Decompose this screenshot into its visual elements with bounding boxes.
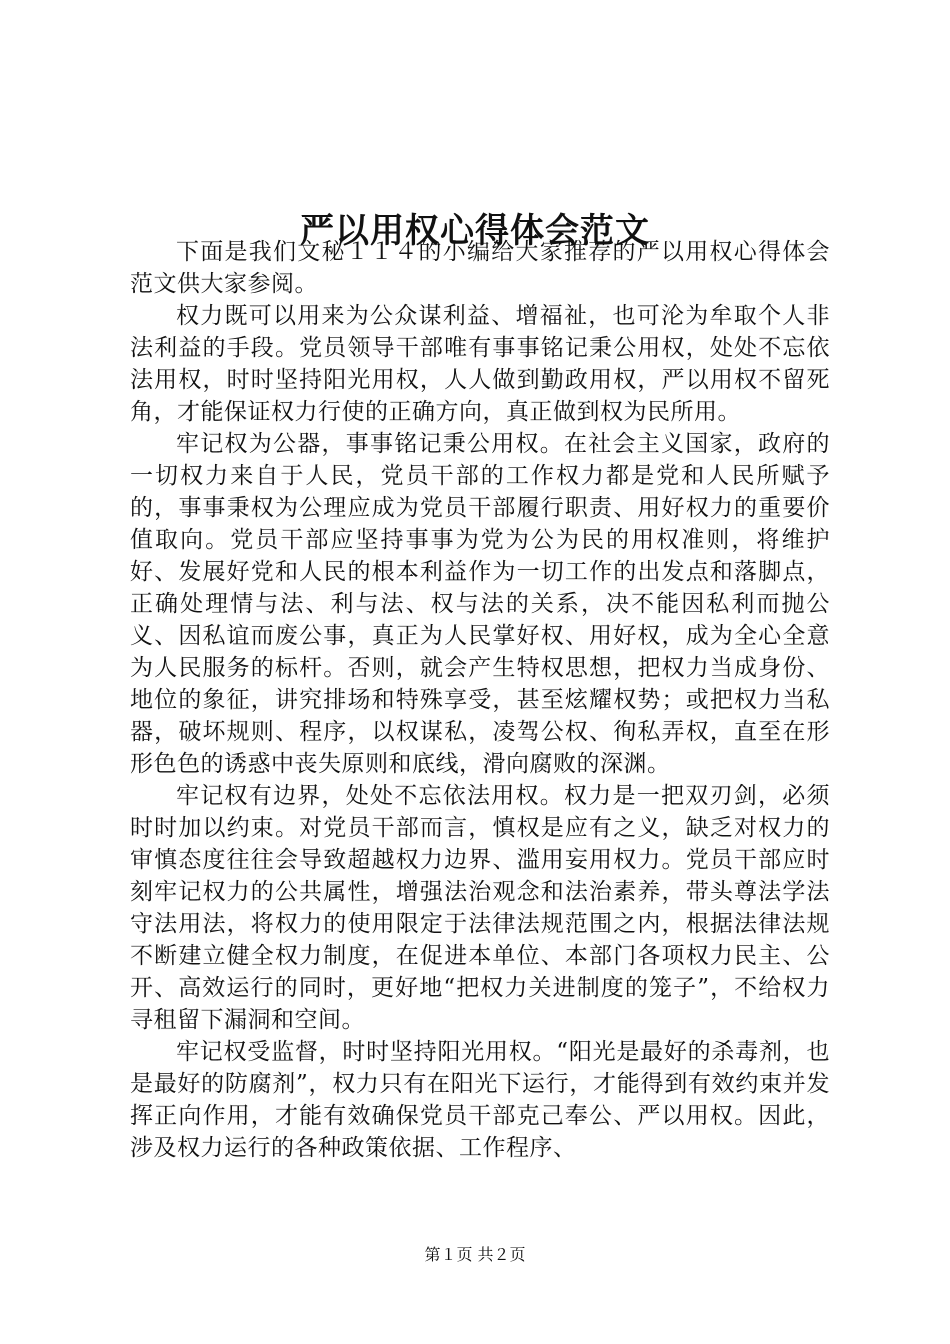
paragraph-2: 牢记权为公器，事事铭记秉公用权。在社会主义国家，政府的一切权力来自于人民，党员干部的工作权力都是党和人民所赋予的，事事秉权为公理应成为党员干部履行职责、用好权力的重要价值取向。党员干部应坚持事事为党为公为民的用权准则，将维护好、发展好党和人民的根本利益作为一切工作的出发点和落脚点，正确处理情与法、利与法、权与法的关系，决不能因私利而抛公义、因私谊而废公事，真正为人民掌好权、用好权，成为全心全意为人民服务的标杆。否则，就会产生特权思想，把权力当成身份、地位的象征，讲究排场和特殊享受，甚至炫耀权势；或把权力当私器，破坏规则、程序，以权谋私，凌驾公权、徇私弄权，直至在形形色色的诱惑中丧失原则和底线，滑向腐败的深渊。 <box>130 431 830 777</box>
paragraph-4: 牢记权受监督，时时坚持阳光用权。“阳光是最好的杀毒剂，也是最好的防腐剂”，权力只有在阳光下运行，才能得到有效约束并发挥正向作用，才能有效确保党员干部克己奉公、严以用权。因此，涉及权力运行的各种政策依据、工作程序、 <box>130 1039 830 1161</box>
paragraph-1: 权力既可以用来为公众谋利益、增福祉，也可沦为牟取个人非法利益的手段。党员领导干部唯有事事铭记秉公用权，处处不忘依法用权，时时坚持阳光用权，人人做到勤政用权，严以用权不留死角，才能保证权力行使的正确方向，真正做到权为民所用。 <box>130 303 830 425</box>
page-footer: 第１页 共２页 <box>424 1245 526 1264</box>
paragraph-intro: 下面是我们文秘１１４的小编给大家推荐的严以用权心得体会范文供大家参阅。 <box>130 239 830 297</box>
document-title: 严以用权心得体会范文 <box>300 210 650 251</box>
document-body <box>130 236 830 1164</box>
paragraph-3: 牢记权有边界，处处不忘依法用权。权力是一把双刃剑，必须时时加以约束。对党员干部而言，慎权是应有之义，缺乏对权力的审慎态度往往会导致超越权力边界、滥用妄用权力。党员干部应时刻牢记权力的公共属性，增强法治观念和法治素养，带头尊法学法守法用法，将权力的使用限定于法律法规范围之内，根据法律法规不断建立健全权力制度，在促进本单位、本部门各项权力民主、公开、高效运行的同时，更好地“把权力关进制度的笼子”，不给权力寻租留下漏洞和空间。 <box>130 783 830 1033</box>
